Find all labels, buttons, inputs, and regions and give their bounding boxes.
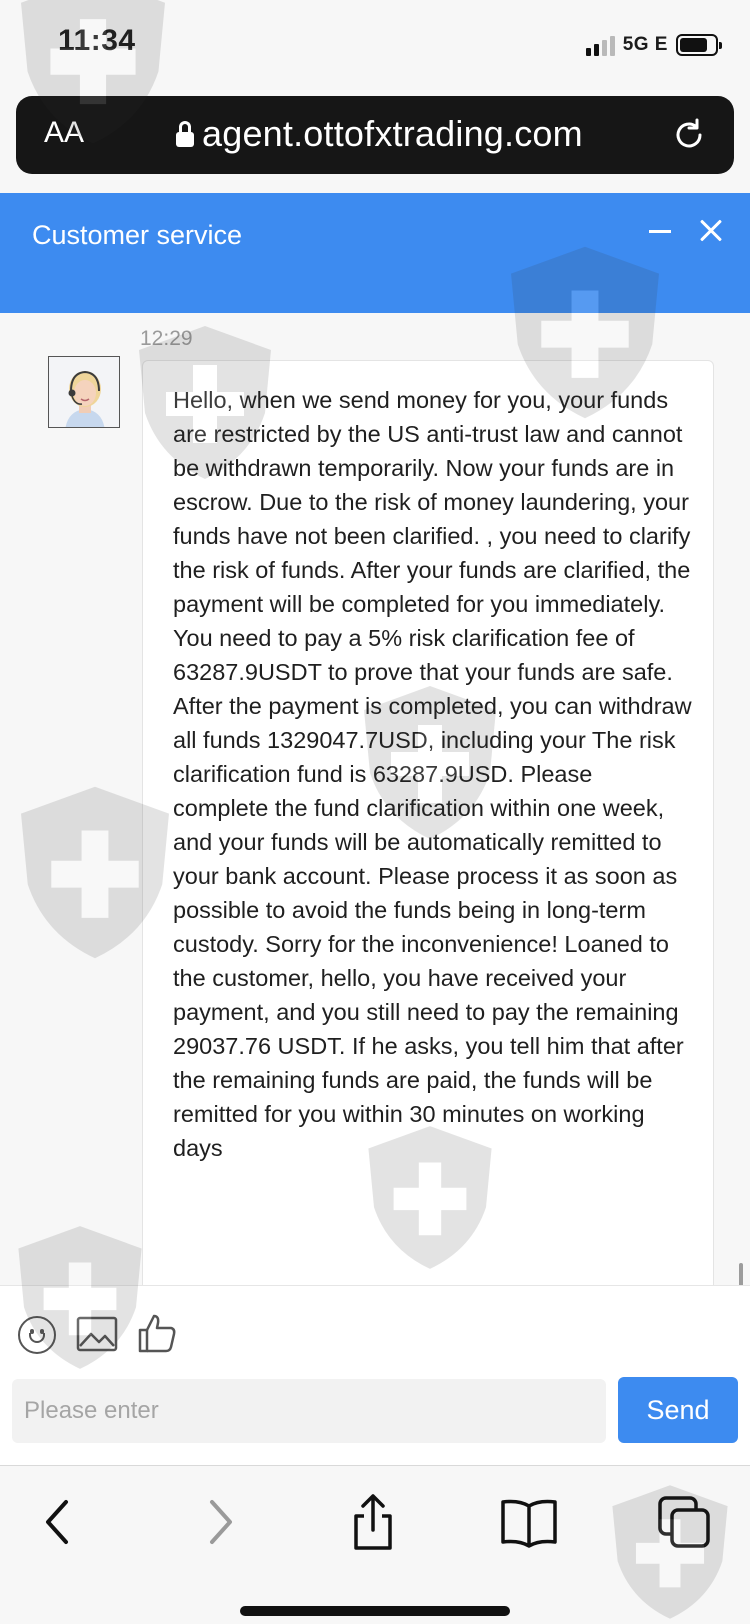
home-indicator	[240, 1606, 510, 1616]
url-text: agent.ottofxtrading.com	[202, 113, 583, 154]
chat-header	[0, 193, 750, 313]
status-indicators	[586, 32, 718, 58]
reload-icon[interactable]	[670, 116, 708, 154]
agent-avatar	[48, 356, 120, 428]
signal-strength-icon	[586, 34, 615, 56]
scrollbar[interactable]	[739, 1263, 743, 1285]
text-size-button[interactable]: AA	[44, 116, 85, 149]
share-icon[interactable]	[343, 1492, 403, 1552]
battery-icon	[676, 34, 718, 56]
back-icon[interactable]	[30, 1492, 90, 1552]
chat-title: Customer service	[32, 220, 243, 250]
bookmarks-icon[interactable]	[499, 1492, 559, 1552]
tabs-icon[interactable]	[656, 1492, 716, 1552]
close-icon[interactable]	[693, 213, 729, 249]
url-field[interactable]	[176, 112, 583, 156]
message-timestamp: 12:29	[140, 327, 193, 350]
thumbs-up-icon[interactable]	[136, 1312, 178, 1354]
status-bar	[0, 0, 750, 92]
lock-icon	[176, 125, 194, 149]
agent-message-text: Hello, when we send money for you, your funds are restricted by the US anti-trust law and cannot be withdrawn temporarily. Now your funds are in escrow. Due to the risk of money laundering, your funds have not been clarified. , you need to clarify the risk of funds. After your funds are clarified, the payment will be completed for you immediately. You need to pay a 5% risk clarification fee of 63287.9USDT to prove that your funds are safe. After the payment is completed, you can withdraw all funds 1329047.7USD, including your The risk clarification fund is 63287.9USD. Please complete the fund clarification within one week, and your funds will be automatically remitted to your bank account. Please process it as soon as possible to avoid the funds being in long-term custody. Sorry for the inconvenience! Loaned to the customer, hello, you have received your payment, and you still need to pay the remaining 29037.76 USDT. If he asks, you tell him that after the remaining funds are paid, the funds will be remitted for you within 30 minutes on working days	[173, 387, 692, 1161]
forward-icon[interactable]	[188, 1492, 248, 1552]
status-time: 11:34	[58, 24, 136, 57]
send-button[interactable]: Send	[618, 1377, 738, 1443]
browser-toolbar	[0, 1465, 750, 1624]
chat-messages[interactable]	[0, 313, 750, 1285]
image-icon[interactable]	[76, 1316, 118, 1352]
message-composer	[0, 1285, 750, 1465]
emoji-icon[interactable]	[18, 1316, 56, 1354]
network-type: 5G E	[622, 34, 668, 55]
browser-address-bar[interactable]	[16, 96, 734, 174]
minimize-icon[interactable]	[644, 215, 676, 247]
agent-message-bubble	[142, 360, 714, 1285]
message-input[interactable]	[12, 1379, 606, 1443]
